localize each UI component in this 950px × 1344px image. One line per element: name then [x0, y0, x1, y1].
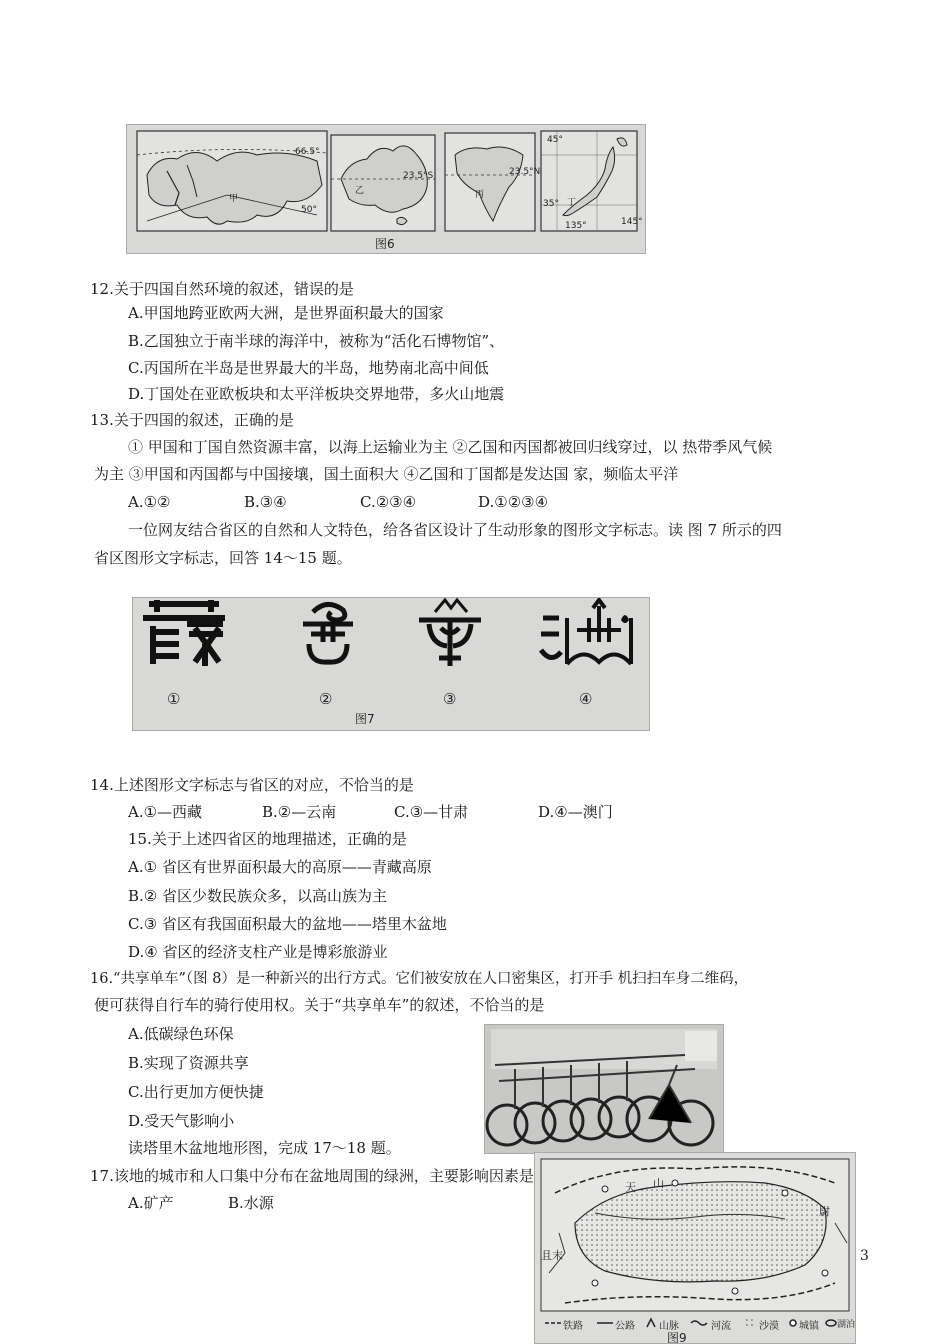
- q13-statement-line2: 为主 ③甲国和丙国都与中国接壤，国土面积大 ④乙国和丁国都是发达国 家，频临太平洋: [94, 465, 679, 483]
- q16-option-c: C.出行更加方便快捷: [128, 1083, 264, 1101]
- fig6-coord-135: 135°: [565, 221, 587, 231]
- fig6-label-jia: 甲: [229, 194, 239, 204]
- fig6-caption: 图6: [375, 237, 395, 251]
- q15-option-a: A.① 省区有世界面积最大的高原——青藏高原: [128, 858, 432, 876]
- fig6-coord-66: 66.5°: [295, 147, 320, 157]
- q15-option-b: B.② 省区少数民族众多，以高山族为主: [128, 887, 388, 905]
- fig6-coord-50: 50°: [301, 205, 317, 215]
- fig9-map-label-qiemo: 且末: [541, 1249, 563, 1262]
- figure-7-emblems: [132, 597, 650, 731]
- fig7-number-4: ④: [579, 690, 593, 708]
- figure-6-drawing: [127, 125, 645, 253]
- fig6-label-ding: 丁: [567, 198, 577, 208]
- q15-stem: 15.关于上述四省区的地理描述，正确的是: [128, 830, 407, 848]
- intro14-line2: 省区图形文字标志，回答 14～15 题。: [94, 549, 352, 567]
- fig9-map-label-shan: 山: [653, 1177, 664, 1190]
- figure-8-shared-bikes-photo: [484, 1024, 724, 1154]
- q16-option-b: B.实现了资源共享: [128, 1054, 249, 1072]
- fig7-number-3: ③: [443, 690, 457, 708]
- figure-9-tarim-basin-map: [534, 1152, 856, 1344]
- q13-stem: 13.关于四国的叙述，正确的是: [90, 411, 294, 429]
- q17-option-b: B.水源: [228, 1194, 274, 1212]
- emblem-aomen: [537, 598, 637, 668]
- fig6-coord-23s: 23.5°S: [403, 171, 434, 181]
- q13-option-d: D.①②③④: [478, 493, 549, 511]
- fig6-label-yi: 乙: [355, 186, 365, 196]
- fig6-coord-23n: 23.5°N: [509, 167, 541, 177]
- fig6-coord-145: 145°: [621, 217, 643, 227]
- fig7-caption: 图7: [355, 712, 375, 726]
- fig9-caption: 图9: [667, 1331, 687, 1344]
- q13-option-a: A.①②: [128, 493, 171, 511]
- q16-stem-line2: 便可获得自行车的骑行使用权。关于“共享单车”的叙述，不恰当的是: [94, 996, 545, 1014]
- figure-6-maps: [126, 124, 646, 254]
- fig6-coord-35: 35°: [543, 199, 559, 209]
- q13-statement-line1: ① 甲国和丁国自然资源丰富，以海上运输业为主 ②乙国和丙国都被回归线穿过，以 热带季风气候: [128, 438, 773, 456]
- q14-option-b: B.②—云南: [262, 803, 337, 821]
- q12-option-a: A.甲国地跨亚欧两大洲，是世界面积最大的国家: [128, 304, 444, 322]
- legend-mountain: 山脉: [659, 1321, 679, 1332]
- page-number: 3: [860, 1248, 869, 1264]
- fig9-map-label-tian: 天: [625, 1181, 636, 1194]
- bikes-drawing: [485, 1025, 723, 1153]
- q12-option-c: C.丙国所在半岛是世界最大的半岛，地势南北高中间低: [128, 359, 489, 377]
- q14-stem: 14.上述图形文字标志与省区的对应，不恰当的是: [90, 776, 414, 794]
- tarim-map-drawing: [535, 1153, 855, 1343]
- q16-option-a: A.低碳绿色环保: [128, 1025, 234, 1043]
- fig7-number-1: ①: [167, 690, 181, 708]
- q14-option-c: C.③—甘肃: [394, 803, 469, 821]
- q12-stem: 12.关于四国自然环境的叙述，错误的是: [90, 280, 354, 298]
- intro17: 读塔里木盆地地形图，完成 17～18 题。: [128, 1139, 401, 1157]
- emblem-yunnan: [283, 598, 373, 668]
- fig9-map-label-wei: 尉: [819, 1205, 830, 1218]
- legend-road: 公路: [615, 1321, 635, 1332]
- legend-desert: 沙漠: [759, 1321, 779, 1332]
- q17-stem: 17.该地的城市和人口集中分布在盆地周围的绿洲，主要影响因素是: [90, 1167, 534, 1185]
- q14-option-a: A.①—西藏: [128, 803, 203, 821]
- q15-option-c: C.③ 省区有我国面积最大的盆地——塔里木盆地: [128, 915, 447, 933]
- q16-option-d: D.受天气影响小: [128, 1112, 235, 1130]
- legend-lake: 湖泊: [837, 1320, 856, 1330]
- q12-option-b: B.乙国独立于南半球的海洋中，被称为“活化石博物馆”、: [128, 332, 505, 350]
- legend-town: 城镇: [799, 1321, 819, 1332]
- fig6-label-bing: 丙: [475, 190, 485, 200]
- emblem-xizang: [139, 598, 229, 668]
- intro14-line1: 一位网友结合省区的自然和人文特色，给各省区设计了生动形象的图形文字标志。读 图 7 所示的四: [128, 521, 782, 539]
- q15-option-d: D.④ 省区的经济支柱产业是博彩旅游业: [128, 943, 388, 961]
- emblem-gansu: [405, 598, 495, 668]
- fig6-coord-45: 45°: [547, 135, 563, 145]
- q13-option-b: B.③④: [244, 493, 287, 511]
- legend-railway: 铁路: [563, 1321, 583, 1332]
- q17-option-a: A.矿产: [128, 1194, 174, 1212]
- fig7-number-2: ②: [319, 690, 333, 708]
- legend-river: 河流: [711, 1321, 731, 1332]
- q12-option-d: D.丁国处在亚欧板块和太平洋板块交界地带，多火山地震: [128, 385, 505, 403]
- q13-option-c: C.②③④: [360, 493, 417, 511]
- q16-stem-line1: 16.“共享单车”（图 8）是一种新兴的出行方式。它们被安放在人口密集区，打开手 机扫扫车身二维码，: [90, 971, 749, 987]
- q14-option-d: D.④—澳门: [538, 803, 613, 821]
